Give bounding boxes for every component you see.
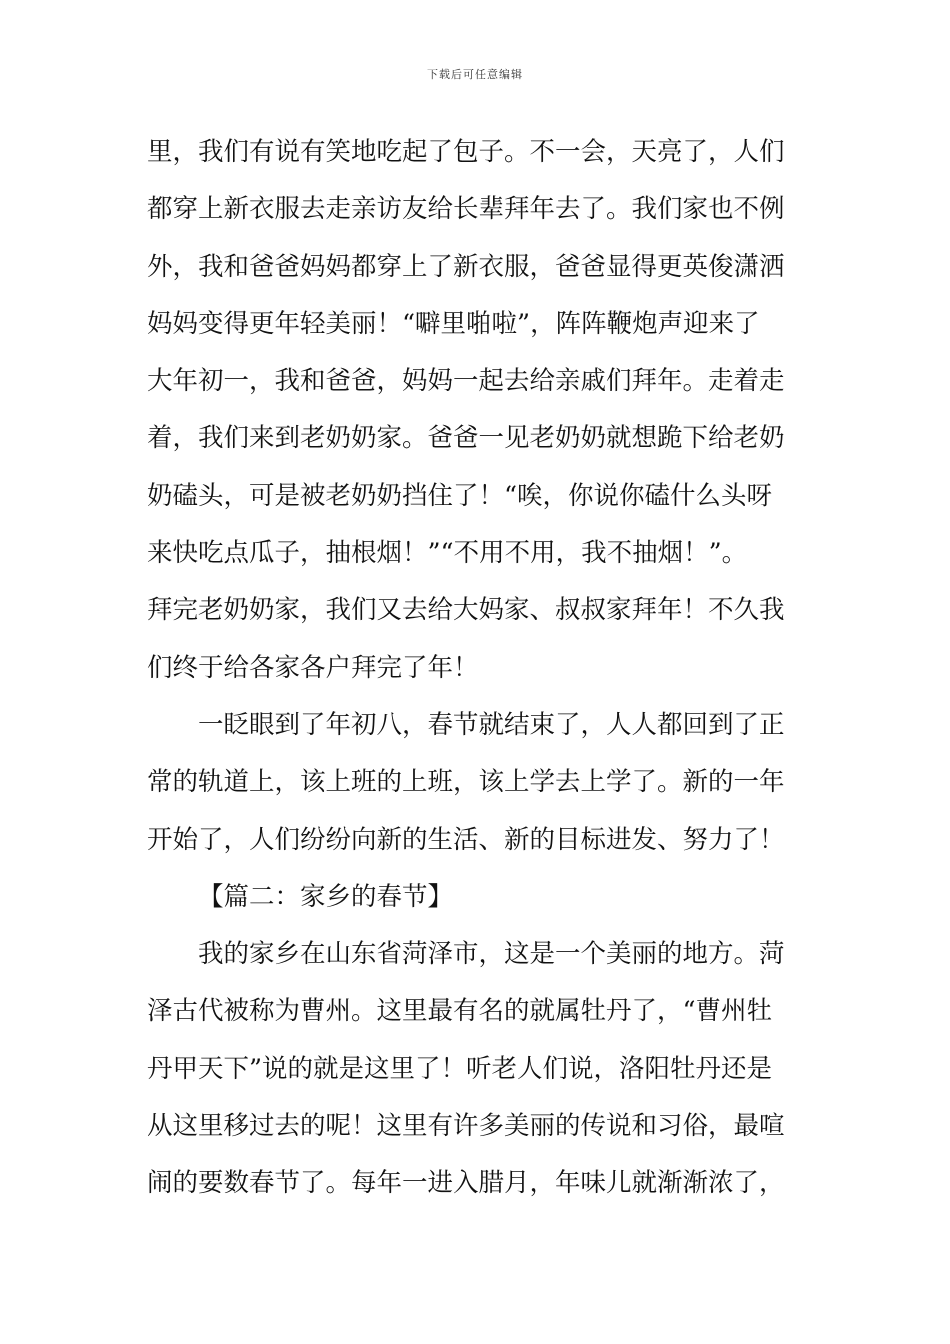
text-line: 泽古代被称为曹州。这里最有名的就属牡丹了，“曹州牡 xyxy=(147,996,773,1027)
text-line: 里，我们有说有笑地吃起了包子。不一会，天亮了，人们 xyxy=(147,137,785,167)
paragraph-first-line: 我的家乡在山东省菏泽市，这是一个美丽的地方。菏 xyxy=(198,939,785,970)
text-line: 都穿上新衣服去走亲访友给长辈拜年去了。我们家也不例 xyxy=(147,194,785,225)
document-body xyxy=(147,124,813,1213)
text-line: 大年初一，我和爸爸，妈妈一起去给亲戚们拜年。走着走 xyxy=(147,366,785,397)
text-line: 常的轨道上，该上班的上班，该上学去上学了。新的一年 xyxy=(147,767,785,798)
text-line: 来快吃点瓜子，抽根烟！”“不用不用，我不抽烟！”。 xyxy=(147,538,748,569)
text-line: 们终于给各家各户拜完了年！ xyxy=(147,652,479,683)
text-line: 奶磕头，可是被老奶奶挡住了！“唉，你说你磕什么头呀 xyxy=(147,480,773,511)
text-line: 着，我们来到老奶奶家。爸爸一见老奶奶就想跪下给老奶 xyxy=(147,423,785,454)
text-line: 拜完老奶奶家，我们又去给大妈家、叔叔家拜年！不久我 xyxy=(147,595,785,626)
text-line: 从这里移过去的呢！这里有许多美丽的传说和习俗，最喧 xyxy=(147,1111,785,1142)
text-line: 妈妈变得更年轻美丽！“噼里啪啦”，阵阵鞭炮声迎来了 xyxy=(147,308,760,339)
text-line: 外，我和爸爸妈妈都穿上了新衣服，爸爸显得更英俊潇洒 xyxy=(147,251,785,282)
section-heading: 【篇二：家乡的春节】 xyxy=(198,881,454,912)
text-line: 闹的要数春节了。每年一进入腊月，年味儿就渐渐浓了， xyxy=(147,1168,785,1199)
text-line: 开始了，人们纷纷向新的生活、新的目标进发、努力了！ xyxy=(147,824,785,855)
text-line: 丹甲天下”说的就是这里了！听老人们说，洛阳牡丹还是 xyxy=(147,1053,773,1084)
page-header: 下载后可任意编辑 xyxy=(427,68,523,81)
paragraph-first-line: 一眨眼到了年初八，春节就结束了，人人都回到了正 xyxy=(198,709,785,740)
